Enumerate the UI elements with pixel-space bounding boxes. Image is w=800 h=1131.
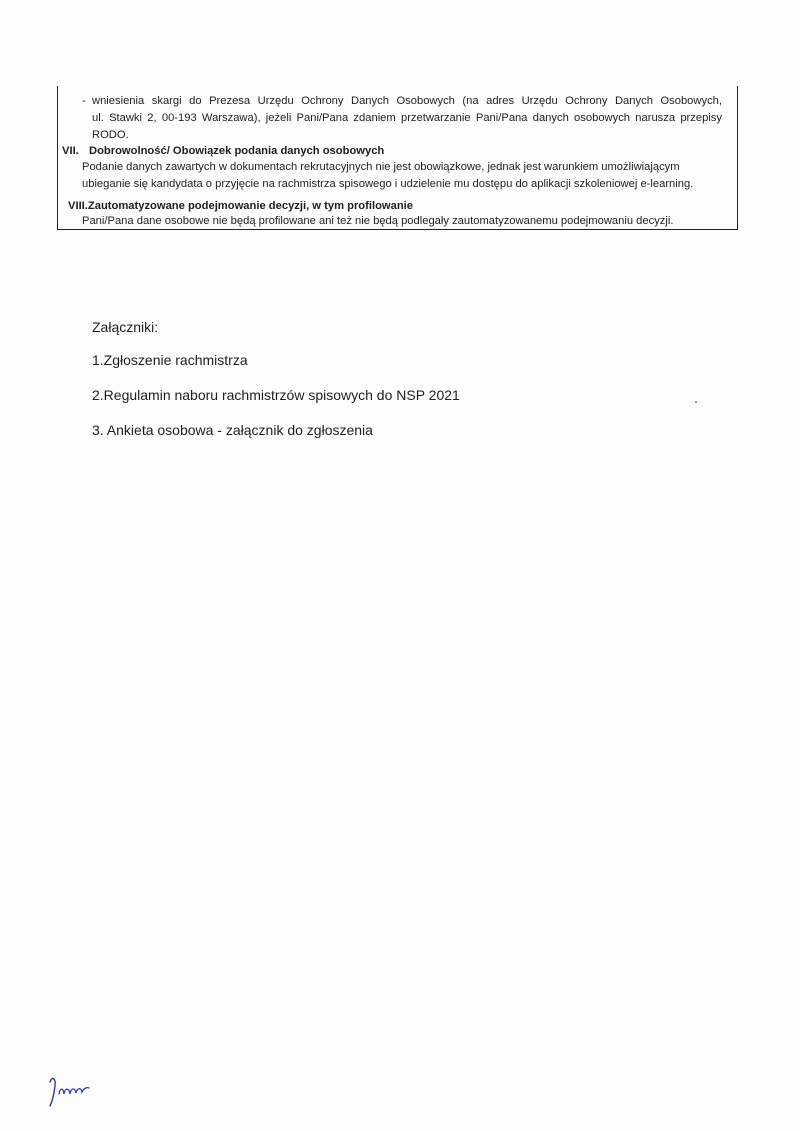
attachment-item-1: 1.Zgłoszenie rachmistrza [92,352,248,368]
rights-item-line-2: ul. Stawki 2, 00-193 Warszawa), jeżeli Pani/Pana zdaniem przetwarzanie Pani/Pana danych osobowych narusza przepisy [92,112,722,124]
section-viii-heading: VIII.Zautomatyzowane podejmowanie decyzji, w tym profilowanie [68,200,414,212]
handwritten-initials-signature [46,1074,92,1108]
rights-item-line-3: RODO. [92,129,129,141]
attachment-item-3: 3. Ankieta osobowa - załącznik do zgłoszenia [92,422,373,438]
section-vii-line-2: ubieganie się kandydata o przyjęcie na rachmistrza spisowego i udzielenie mu dostępu do aplikacji szkoleniowej e-learning. [82,178,694,190]
section-vii-heading: Dobrowolność/ Obowiązek podania danych osobowych [89,145,385,157]
rights-item-line-1: wniesienia skargi do Prezesa Urzędu Ochrony Danych Osobowych (na adres Urzędu Ochrony Danych Osobowych, [92,95,722,107]
list-bullet: - [82,95,86,107]
section-vii-line-1: Podanie danych zawartych w dokumentach rekrutacyjnych nie jest obowiązkowe, jednak jest warunkiem umożliwiającym [82,161,680,173]
attachment-item-2: 2.Regulamin naboru rachmistrzów spisowych do NSP 2021 [92,387,460,403]
section-viii-line-1: Pani/Pana dane osobowe nie będą profilowane ani też nie będą podlegały zautomatyzowanemu podejmowaniu decyzji. [82,215,674,227]
section-vii-number: VII. [62,145,79,157]
attachments-title: Załączniki: [92,319,159,335]
scan-speck [695,401,697,403]
